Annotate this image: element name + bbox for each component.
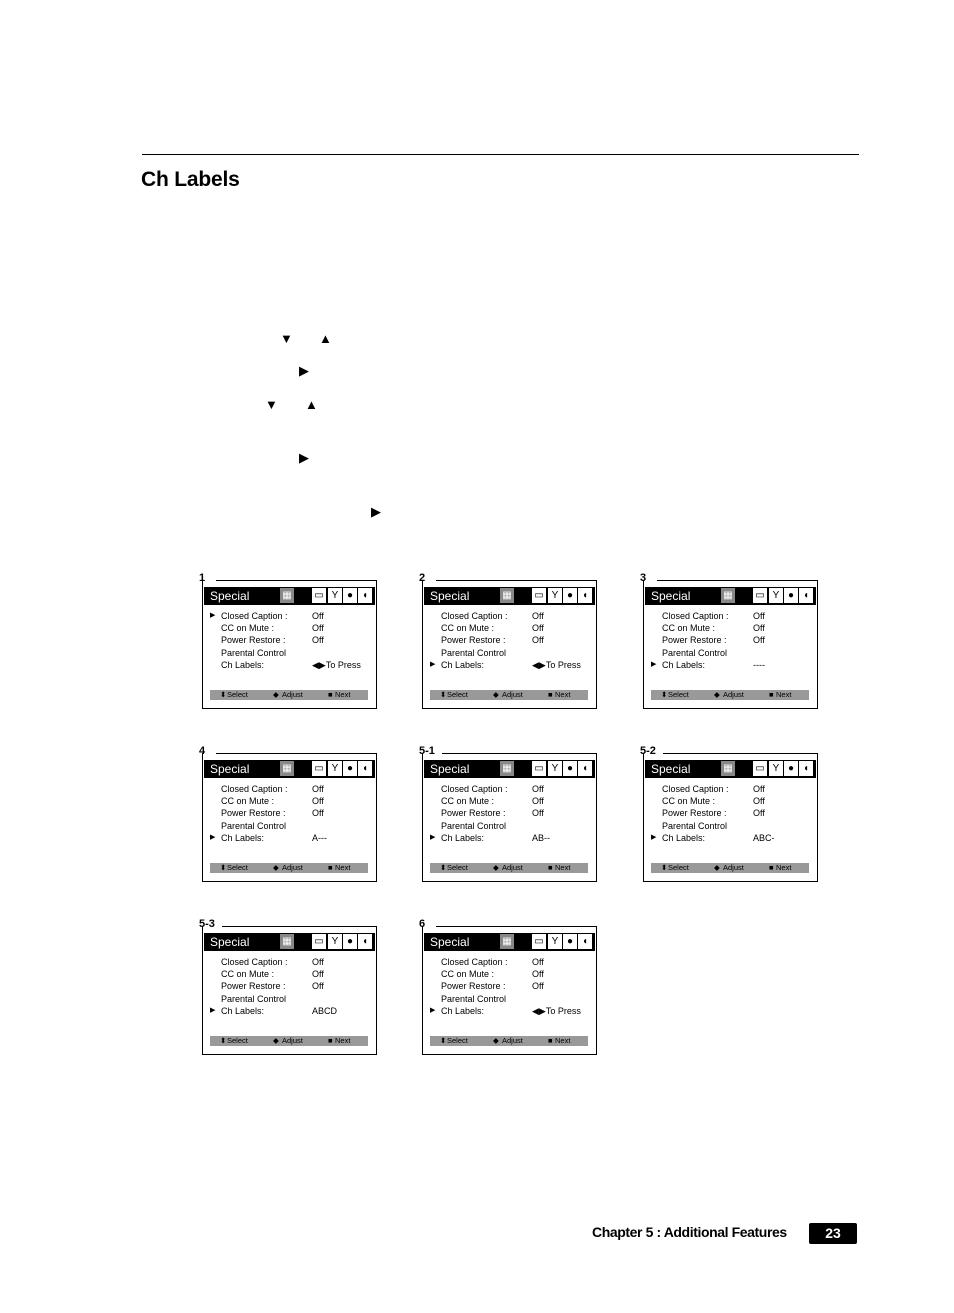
square-icon: ■ (548, 863, 553, 872)
menu-footer (430, 863, 588, 873)
pointer-icon: ▶ (210, 1006, 216, 1014)
menu-row-label: Closed Caption : (441, 611, 508, 621)
pointer-icon: ▶ (430, 660, 436, 668)
top-rule (142, 154, 859, 155)
square-icon: ■ (328, 690, 333, 699)
menu-row-label: Parental Control (662, 820, 728, 831)
menu-title: Special (210, 935, 250, 949)
menu-row-value: ABCD (312, 1005, 338, 1016)
menu-row-label: Parental Control (441, 647, 507, 658)
leftright-icon: ◆ (493, 1036, 499, 1045)
osd-panel (199, 918, 377, 1056)
menu-footer (651, 690, 809, 700)
menu-row-value: Off (753, 796, 765, 807)
down-arrow-icon: ▼ (265, 397, 278, 412)
clock-icon: ● (343, 934, 357, 949)
footer-select: Select (447, 1036, 468, 1045)
menu-row-value: Off (753, 623, 765, 634)
panel-number: 2 (419, 572, 426, 584)
menu-row-label: Ch Labels: (441, 832, 485, 843)
tv-icon: ▭ (532, 761, 546, 776)
antenna-icon: Y (548, 934, 562, 949)
menu-header (645, 587, 816, 605)
panel-number: 4 (199, 745, 206, 757)
gift-icon: ▦ (500, 934, 514, 949)
menu-row-label: Power Restore : (662, 635, 727, 646)
clock-icon: ● (343, 588, 357, 603)
leftright-icon: ◆ (273, 863, 279, 872)
menu-row-value: Off (312, 969, 324, 980)
right-arrow-icon: ▶ (299, 363, 309, 378)
menu-row-label: Closed Caption : (221, 784, 288, 794)
menu-row-label: Closed Caption : (662, 784, 729, 794)
speaker-icon: ◖ (358, 588, 372, 603)
menu-row-label: CC on Mute : (221, 623, 275, 634)
menu-row-label: Parental Control (441, 993, 507, 1004)
menu-row-label: Ch Labels: (221, 1005, 265, 1016)
menu-row-label: Power Restore : (221, 981, 286, 992)
menu-row-label: Closed Caption : (662, 611, 729, 621)
menu-row-value: Off (753, 808, 765, 819)
gift-icon: ▦ (500, 588, 514, 603)
menu-row-value: ABC- (753, 832, 775, 843)
clock-icon: ● (343, 761, 357, 776)
clock-icon: ● (563, 934, 577, 949)
square-icon: ■ (548, 1036, 553, 1045)
footer-adjust: Adjust (502, 690, 523, 699)
menu-row-value: Off (312, 808, 324, 819)
speaker-icon: ◖ (799, 588, 813, 603)
menu-header (424, 933, 595, 951)
osd-panel (419, 745, 597, 883)
antenna-icon: Y (328, 934, 342, 949)
menu-row-label: CC on Mute : (441, 969, 495, 980)
speaker-icon: ◖ (358, 934, 372, 949)
menu-row-label: Parental Control (221, 993, 287, 1004)
menu-footer (210, 863, 368, 873)
menu-row-value: Off (312, 784, 324, 794)
menu-row-label: Parental Control (221, 820, 287, 831)
menu-row-value: Off (312, 623, 324, 634)
menu-footer (651, 863, 809, 873)
menu-row-value: Off (532, 784, 544, 794)
updown-icon: ⬍ (440, 690, 447, 699)
pointer-icon: ▶ (430, 1006, 436, 1014)
menu-row-value: ---- (753, 659, 765, 670)
speaker-icon: ◖ (578, 934, 592, 949)
panel-number: 5-1 (419, 745, 435, 757)
menu-row-value: Off (532, 969, 544, 980)
footer-next: Next (335, 863, 351, 872)
updown-icon: ⬍ (440, 1036, 447, 1045)
menu-title: Special (210, 762, 250, 776)
menu-row-value: Off (532, 957, 544, 967)
gift-icon: ▦ (280, 761, 294, 776)
menu-footer (210, 1036, 368, 1046)
pointer-icon: ▶ (210, 833, 216, 841)
square-icon: ■ (769, 863, 774, 872)
updown-icon: ⬍ (440, 863, 447, 872)
menu-title: Special (651, 589, 691, 603)
menu-row-label: CC on Mute : (441, 623, 495, 634)
tv-icon: ▭ (312, 588, 326, 603)
menu-footer (430, 1036, 588, 1046)
menu-row-value: ◀▶To Press (532, 659, 581, 670)
menu-row-label: Parental Control (662, 647, 728, 658)
menu-row-value: Off (312, 957, 324, 967)
menu-row-value: Off (532, 981, 544, 992)
gift-icon: ▦ (721, 588, 735, 603)
menu-row-value: Off (532, 611, 544, 621)
menu-row-value: Off (312, 981, 324, 992)
antenna-icon: Y (548, 588, 562, 603)
menu-header (424, 587, 595, 605)
menu-row-value: Off (312, 635, 324, 646)
pointer-icon: ▶ (210, 612, 216, 619)
menu-row-value: Off (532, 796, 544, 807)
menu-header (424, 760, 595, 778)
footer-select: Select (447, 690, 468, 699)
antenna-icon: Y (769, 761, 783, 776)
menu-row-label: CC on Mute : (221, 969, 275, 980)
updown-icon: ⬍ (661, 863, 668, 872)
antenna-icon: Y (328, 761, 342, 776)
menu-row-label: Power Restore : (221, 808, 286, 819)
updown-icon: ⬍ (220, 863, 227, 872)
menu-row-value: A--- (312, 832, 327, 843)
menu-title: Special (430, 589, 470, 603)
antenna-icon: Y (769, 588, 783, 603)
menu-row-label: Power Restore : (221, 635, 286, 646)
pointer-icon: ▶ (430, 833, 436, 841)
menu-title: Special (430, 762, 470, 776)
up-arrow-icon: ▲ (319, 331, 332, 346)
footer-next: Next (335, 690, 351, 699)
footer-adjust: Adjust (502, 1036, 523, 1045)
page-number: 23 (809, 1223, 857, 1244)
menu-row-label: Ch Labels: (662, 832, 706, 843)
footer-select: Select (668, 863, 689, 872)
osd-panel (199, 745, 377, 883)
page-title: Ch Labels (141, 168, 240, 191)
menu-row-value: Off (532, 623, 544, 634)
menu-row-label: Closed Caption : (441, 957, 508, 967)
menu-row-label: Closed Caption : (441, 784, 508, 794)
menu-header (204, 933, 375, 951)
menu-row-label: Ch Labels: (441, 1005, 485, 1016)
tv-icon: ▭ (532, 588, 546, 603)
menu-title: Special (210, 589, 250, 603)
panel-number: 3 (640, 572, 647, 584)
footer-adjust: Adjust (502, 863, 523, 872)
panel-number: 5-3 (199, 918, 215, 930)
menu-row-label: CC on Mute : (662, 796, 716, 807)
menu-footer (430, 690, 588, 700)
menu-row-value: Off (532, 808, 544, 819)
leftright-icon: ◆ (714, 690, 720, 699)
updown-icon: ⬍ (220, 1036, 227, 1045)
square-icon: ■ (769, 690, 774, 699)
pointer-icon: ▶ (651, 660, 657, 668)
footer-next: Next (335, 1036, 351, 1045)
clock-icon: ● (784, 761, 798, 776)
square-icon: ■ (548, 690, 553, 699)
menu-row-label: Parental Control (441, 820, 507, 831)
panel-number: 6 (419, 918, 426, 930)
tv-icon: ▭ (312, 934, 326, 949)
footer-next: Next (776, 863, 792, 872)
footer-next: Next (555, 690, 571, 699)
menu-row-label: Power Restore : (441, 635, 506, 646)
gift-icon: ▦ (721, 761, 735, 776)
speaker-icon: ◖ (799, 761, 813, 776)
tv-icon: ▭ (753, 761, 767, 776)
menu-row-value: Off (532, 635, 544, 646)
menu-row-value: ◀▶To Press (532, 1005, 581, 1016)
footer-adjust: Adjust (282, 863, 303, 872)
menu-row-value: Off (312, 611, 324, 621)
leftright-icon: ◆ (273, 690, 279, 699)
menu-row-label: Ch Labels: (221, 659, 265, 670)
menu-header (204, 587, 375, 605)
speaker-icon: ◖ (358, 761, 372, 776)
clock-icon: ● (563, 761, 577, 776)
menu-header (645, 760, 816, 778)
up-arrow-icon: ▲ (305, 397, 318, 412)
footer-select: Select (227, 863, 248, 872)
gift-icon: ▦ (280, 588, 294, 603)
footer-next: Next (776, 690, 792, 699)
tv-icon: ▭ (532, 934, 546, 949)
menu-row-label: Power Restore : (441, 808, 506, 819)
clock-icon: ● (784, 588, 798, 603)
menu-row-value: Off (312, 796, 324, 807)
clock-icon: ● (563, 588, 577, 603)
pointer-icon: ▶ (651, 833, 657, 841)
footer-select: Select (227, 1036, 248, 1045)
osd-panel (640, 572, 818, 710)
right-arrow-icon: ▶ (299, 450, 309, 465)
footer-adjust: Adjust (282, 1036, 303, 1045)
menu-title: Special (651, 762, 691, 776)
panel-number: 1 (199, 572, 206, 584)
menu-row-label: Parental Control (221, 647, 287, 658)
leftright-icon: ◆ (493, 690, 499, 699)
down-arrow-icon: ▼ (280, 331, 293, 346)
leftright-icon: ◆ (714, 863, 720, 872)
footer-select: Select (668, 690, 689, 699)
osd-panel (419, 572, 597, 710)
menu-row-label: CC on Mute : (662, 623, 716, 634)
leftright-icon: ◆ (273, 1036, 279, 1045)
menu-row-value: Off (753, 784, 765, 794)
osd-panel (419, 918, 597, 1056)
footer-select: Select (447, 863, 468, 872)
panel-number: 5-2 (640, 745, 656, 757)
menu-row-value: Off (753, 611, 765, 621)
footer-adjust: Adjust (723, 690, 744, 699)
tv-icon: ▭ (312, 761, 326, 776)
antenna-icon: Y (548, 761, 562, 776)
menu-row-label: CC on Mute : (221, 796, 275, 807)
menu-header (204, 760, 375, 778)
menu-row-label: Ch Labels: (441, 659, 485, 670)
right-arrow-icon: ▶ (371, 504, 381, 519)
speaker-icon: ◖ (578, 588, 592, 603)
menu-row-label: Closed Caption : (221, 611, 288, 621)
menu-row-label: CC on Mute : (441, 796, 495, 807)
menu-row-value: ◀▶To Press (312, 659, 361, 670)
menu-row-label: Power Restore : (441, 981, 506, 992)
osd-panel (199, 572, 377, 710)
tv-icon: ▭ (753, 588, 767, 603)
menu-row-label: Power Restore : (662, 808, 727, 819)
footer-select: Select (227, 690, 248, 699)
square-icon: ■ (328, 863, 333, 872)
gift-icon: ▦ (280, 934, 294, 949)
footer-adjust: Adjust (723, 863, 744, 872)
leftright-icon: ◆ (493, 863, 499, 872)
osd-panel (640, 745, 818, 883)
menu-row-label: Ch Labels: (221, 832, 265, 843)
menu-title: Special (430, 935, 470, 949)
footer-adjust: Adjust (282, 690, 303, 699)
antenna-icon: Y (328, 588, 342, 603)
menu-row-value: AB-- (532, 832, 550, 843)
updown-icon: ⬍ (661, 690, 668, 699)
menu-footer (210, 690, 368, 700)
square-icon: ■ (328, 1036, 333, 1045)
footer-next: Next (555, 1036, 571, 1045)
menu-row-label: Ch Labels: (662, 659, 706, 670)
speaker-icon: ◖ (578, 761, 592, 776)
menu-row-label: Closed Caption : (221, 957, 288, 967)
chapter-label: Chapter 5 : Additional Features (592, 1224, 787, 1240)
updown-icon: ⬍ (220, 690, 227, 699)
menu-row-value: Off (753, 635, 765, 646)
gift-icon: ▦ (500, 761, 514, 776)
footer-next: Next (555, 863, 571, 872)
